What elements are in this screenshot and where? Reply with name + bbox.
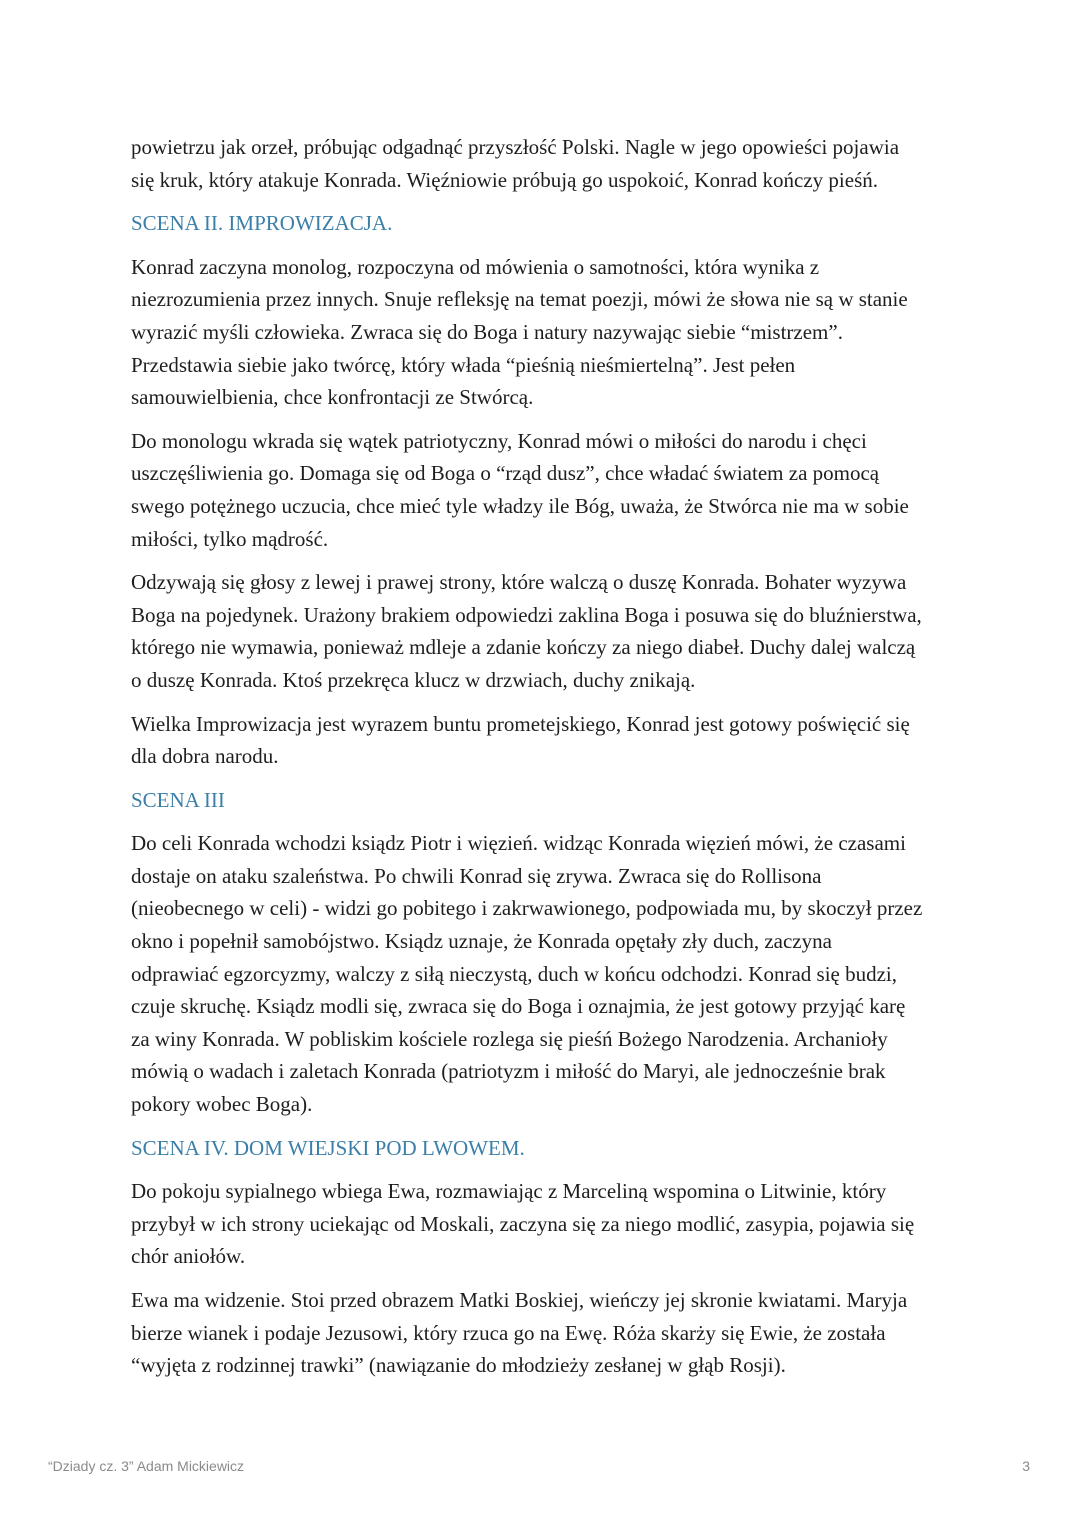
text-line: Ewa ma widzenie. Stoi przed obrazem Matki Boskiej, wieńczy jej skronie kwiatami. Maryja	[131, 1288, 908, 1312]
text-line: niezrozumienia przez innych. Snuje refleksję na temat poezji, mówi że słowa nie są w stanie	[131, 287, 908, 312]
text-line: SCENA II. IMPROWIZACJA.	[131, 211, 393, 236]
text-line: SCENA III	[131, 787, 225, 812]
text-line: wyrazić myśli człowieka. Zwraca się do Boga i natury nazywając siebie “mistrzem”.	[131, 319, 843, 344]
footer-page-number: 3	[1022, 1458, 1030, 1474]
text-line: dostaje on ataku szaleństwa. Po chwili Konrad się zrywa. Zwraca się do Rollisona	[131, 863, 822, 888]
text-line: samouwielbienia, chce konfrontacji ze Stwórcą.	[131, 385, 534, 410]
text-line: okno i popełnił samobójstwo. Ksiądz uznaje, że Konrada opętały zły duch, zaczyna	[131, 929, 832, 954]
text-line: Boga na pojedynek. Urażony brakiem odpowiedzi zaklina Boga i posuwa się do bluźnierstwa,	[131, 602, 922, 627]
text-line: za winy Konrada. W pobliskim kościele rozlega się pieśń Bożego Narodzenia. Archanioły	[131, 1026, 888, 1051]
text-line: powietrzu jak orzeł, próbując odgadnąć przyszłość Polski. Nagle w jego opowieści pojawia	[131, 135, 900, 159]
text-line: czuje skruchę. Ksiądz modli się, zwraca się do Boga i oznajmia, że jest gotowy przyjąć karę	[131, 994, 906, 1019]
text-line: chór aniołów.	[131, 1244, 246, 1269]
text-line: Do monologu wkrada się wątek patriotyczny, Konrad mówi o miłości do narodu i chęci	[131, 428, 867, 453]
paragraph	[131, 827, 971, 1120]
text-line: Przedstawia siebie jako twórcę, który włada “pieśnią nieśmiertelną”. Jest pełen	[131, 352, 796, 377]
text-line: (nieobecnego w celi) - widzi go pobitego i zakrwawionego, podpowiada mu, by skoczył przez	[131, 896, 923, 921]
text-line: Do celi Konrada wchodzi ksiądz Piotr i więzień. widząc Konrada więzień mówi, że czasami	[131, 831, 906, 856]
text-line: swego potężnego uczucia, chce mieć tyle władzy ile Bóg, uważa, że Stwórca nie ma w sobie	[131, 493, 909, 518]
paragraph	[131, 566, 971, 696]
text-line: pokory wobec Boga).	[131, 1092, 313, 1117]
paragraph	[131, 1175, 971, 1273]
paragraph	[131, 708, 971, 773]
text-line: Do pokoju sypialnego wbiega Ewa, rozmawiając z Marceliną wspomina o Litwinie, który	[131, 1179, 887, 1204]
text-line: Konrad zaczyna monolog, rozpoczyna od mówienia o samotności, która wynika z	[131, 254, 820, 279]
text-line: Odzywają się głosy z lewej i prawej strony, które walczą o duszę Konrada. Bohater wyzywa	[131, 570, 907, 595]
text-line: Wielka Improwizacja jest wyrazem buntu prometejskiego, Konrad jest gotowy poświęcić się	[131, 711, 910, 736]
text-line: bierze wianek i podaje Jezusowi, który rzuca go na Ewę. Róża skarży się Ewie, że została	[131, 1320, 886, 1345]
paragraph	[131, 251, 971, 414]
document-body	[131, 131, 971, 1393]
paragraph	[131, 425, 971, 555]
section-heading	[131, 207, 971, 240]
text-line: przybył w ich strony uciekając od Moskali, zaczyna się za niego modlić, zasypia, pojawia się	[131, 1211, 915, 1236]
text-line: się kruk, który atakuje Konrada. Więźniowie próbują go uspokoić, Konrad kończy pieśń.	[131, 167, 878, 192]
text-line: o duszę Konrada. Ktoś przekręca klucz w drzwiach, duchy znikają.	[131, 667, 696, 692]
paragraph	[131, 131, 971, 196]
text-line: miłości, tylko mądrość.	[131, 526, 329, 551]
footer-document-title: “Dziady cz. 3” Adam Mickiewicz	[48, 1458, 245, 1474]
text-line: “wyjęta z rodzinnej trawki” (nawiązanie do młodzieży zesłanej w głąb Rosji).	[131, 1353, 786, 1378]
text-line: mówią o wadach i zaletach Konrada (patriotyzm i miłość do Maryi, ale jednocześnie brak	[131, 1059, 886, 1084]
section-heading	[131, 1132, 971, 1165]
text-line: którego nie wymawia, ponieważ mdleje a zdanie kończy za niego diabeł. Duchy dalej walczą	[131, 635, 916, 660]
text-line: SCENA IV. DOM WIEJSKI POD LWOWEM.	[131, 1135, 525, 1160]
text-line: uszczęśliwienia go. Domaga się od Boga o “rząd dusz”, chce władać światem za pomocą	[131, 461, 880, 486]
paragraph	[131, 1284, 971, 1382]
text-line: dla dobra narodu.	[131, 744, 279, 769]
text-line: odprawiać egzorcyzmy, walczy z siłą nieczystą, duch w końcu odchodzi. Konrad się budzi,	[131, 961, 898, 986]
section-heading	[131, 784, 971, 817]
